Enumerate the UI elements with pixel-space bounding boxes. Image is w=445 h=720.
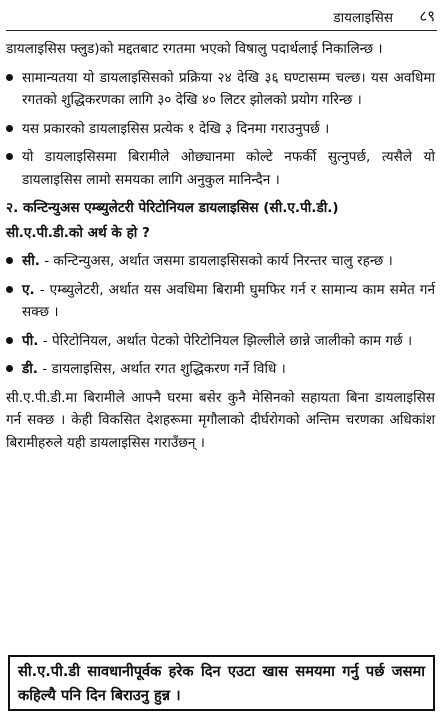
bullet-text: सामान्यतया यो डायलाइसिसको प्रक्रिया २४ देखि ३६ घण्टासम्म चल्छ। यस अवधिमा रगतको शुद्धिकरणका लागि ३० देखि ४० लिटर झोलको प्रयोग गरिन्छ । [22, 69, 435, 108]
bullet-icon [6, 365, 13, 372]
note-box: सी.ए.पी.डी सावधानीपूर्वक हरेक दिन एउटा खास समयमा गर्नु पर्छ जसमा कहिल्यै पनि दिन बिराउनु हुन्न । [8, 655, 435, 711]
bullet-item [6, 118, 435, 141]
definition-term: डी. [22, 361, 38, 377]
section-heading: २. कन्टिन्युअस एम्ब्युलेटरी पेरिटोनियल डायलाइसिस (सी.ए.पी.डी.) [6, 200, 339, 216]
definition-term: सी. [22, 253, 40, 269]
definition-term: पी. [22, 332, 39, 349]
bullet-icon [6, 257, 13, 264]
bullet-text: यो डायलाइसिसमा बिरामीले ओछ्यानमा कोल्टे नफर्की सुत्नुपर्छ, त्यसैले यो डायलाइसिस लामो समयका लागि अनुकुल मानिन्दैन । [22, 149, 435, 188]
bullet-icon [6, 337, 13, 344]
definition-item [6, 279, 435, 324]
bullet-text: यस प्रकारको डायलाइसिस प्रत्येक १ देखि ३ दिनमा गराउनुपर्छ । [22, 120, 330, 137]
definition-item [6, 330, 435, 353]
bullet-icon [6, 286, 13, 293]
closing-paragraph: सी.ए.पी.डी.मा बिरामीले आफ्नै घरमा बसेर कुनै मेसिनको सहायता बिना डायलाइसिस गर्न सक्छ । केही विकसित देशहरूमा मृगौलाको दीर्घरोगको अन्तिम चरणका अधिकांश बिरामीहरुले यही डायलाइसिस गराउँछन् । [6, 389, 435, 451]
definition-text: - डायलाइसिस, अर्थात रगत शुद्धिकरण गर्ने विधि । [42, 361, 286, 377]
definition-text: - कन्टिन्युअस, अर्थात जसमा डायलाइसिसको कार्य निरन्तर चालु रहन्छ । [44, 253, 393, 269]
page-body [6, 38, 435, 454]
bullet-item [6, 67, 435, 112]
section-question: सी.ए.पी.डी.को अर्थ के हो ? [6, 224, 150, 241]
page-header [6, 4, 437, 31]
bullet-item [6, 146, 435, 191]
definition-term: ए. [22, 281, 35, 298]
definition-text: - एम्ब्युलेटरी, अर्थात यस अवधिमा बिरामी घुमफिर गर्न र सामान्य काम समेत गर्न सक्छ । [22, 281, 435, 320]
bullet-icon [6, 125, 13, 132]
page-number: ८९ [419, 7, 435, 25]
running-title: डायलाइसिस [333, 10, 393, 26]
bullet-icon [6, 153, 13, 160]
definition-text: - पेरिटोनियल, अर्थात पेटको पेरिटोनियल झिल्लीले छान्ने जालीको काम गर्छ । [42, 332, 413, 349]
intro-paragraph: डायलाइसिस फ्लुड)को मद्दतबाट रगतमा भएको विषालु पदार्थलाई निकालिन्छ । [6, 41, 383, 57]
definition-item [6, 250, 435, 273]
bullet-icon [6, 74, 13, 81]
definition-item [6, 358, 435, 381]
